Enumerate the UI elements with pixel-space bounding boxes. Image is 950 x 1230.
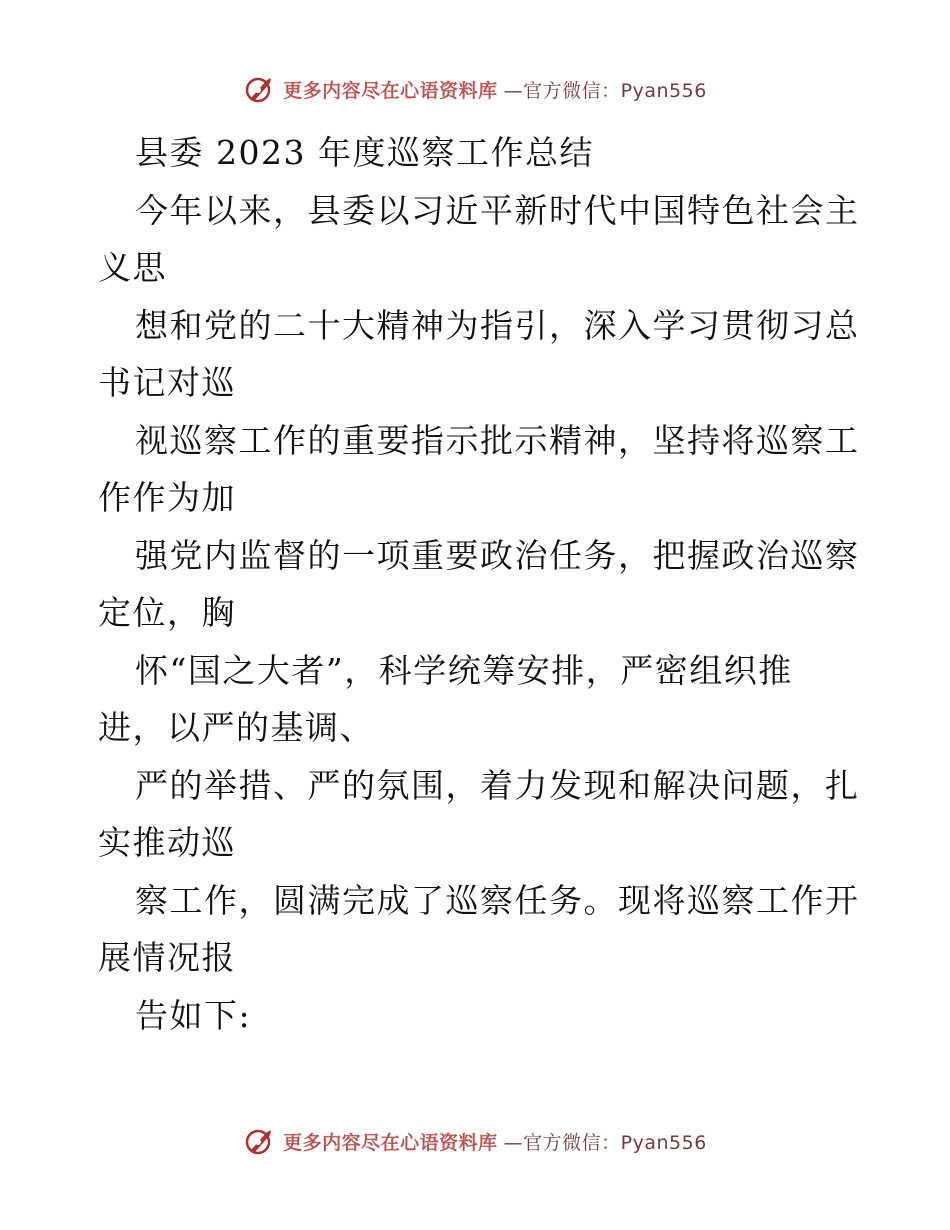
pen-logo-icon	[243, 72, 277, 106]
footer-watermark	[0, 1124, 950, 1158]
watermark-wechat-text: —官方微信：Pyan556	[503, 1131, 707, 1154]
watermark-wechat-text: —官方微信：Pyan556	[503, 79, 707, 102]
text-line: 实推动巡	[98, 823, 236, 862]
document-body	[98, 124, 858, 1044]
watermark-main-text: 更多内容尽在心语资料库	[283, 1131, 498, 1154]
text-line: 定位，胸	[98, 593, 236, 632]
text-line: 进，以严的基调、	[98, 708, 374, 747]
text-line: 告如下:	[135, 995, 252, 1035]
text-line: 展情况报	[98, 938, 236, 977]
text-line: 视巡察工作的重要指示批示精神，坚持将巡察工	[135, 420, 860, 460]
text-line: 怀“国之大者”，科学统筹安排，严密组织推	[135, 650, 793, 690]
text-line: 想和党的二十大精神为指引，深入学习贯彻习总	[135, 305, 860, 345]
text-line: 义思	[98, 248, 167, 287]
text-line: 书记对巡	[98, 363, 236, 402]
text-line: 作作为加	[98, 478, 236, 517]
pen-logo-icon	[243, 1124, 277, 1158]
document-title: 县委 2023 年度巡察工作总结	[135, 133, 594, 172]
text-line: 察工作，圆满完成了巡察任务。现将巡察工作开	[135, 880, 860, 920]
text-line: 强党内监督的一项重要政治任务，把握政治巡察	[135, 535, 860, 575]
text-line: 严的举措、严的氛围，着力发现和解决问题，扎	[135, 765, 860, 805]
header-watermark	[0, 72, 950, 106]
watermark-main-text: 更多内容尽在心语资料库	[283, 79, 498, 102]
text-line: 今年以来，县委以习近平新时代中国特色社会主	[135, 190, 860, 230]
